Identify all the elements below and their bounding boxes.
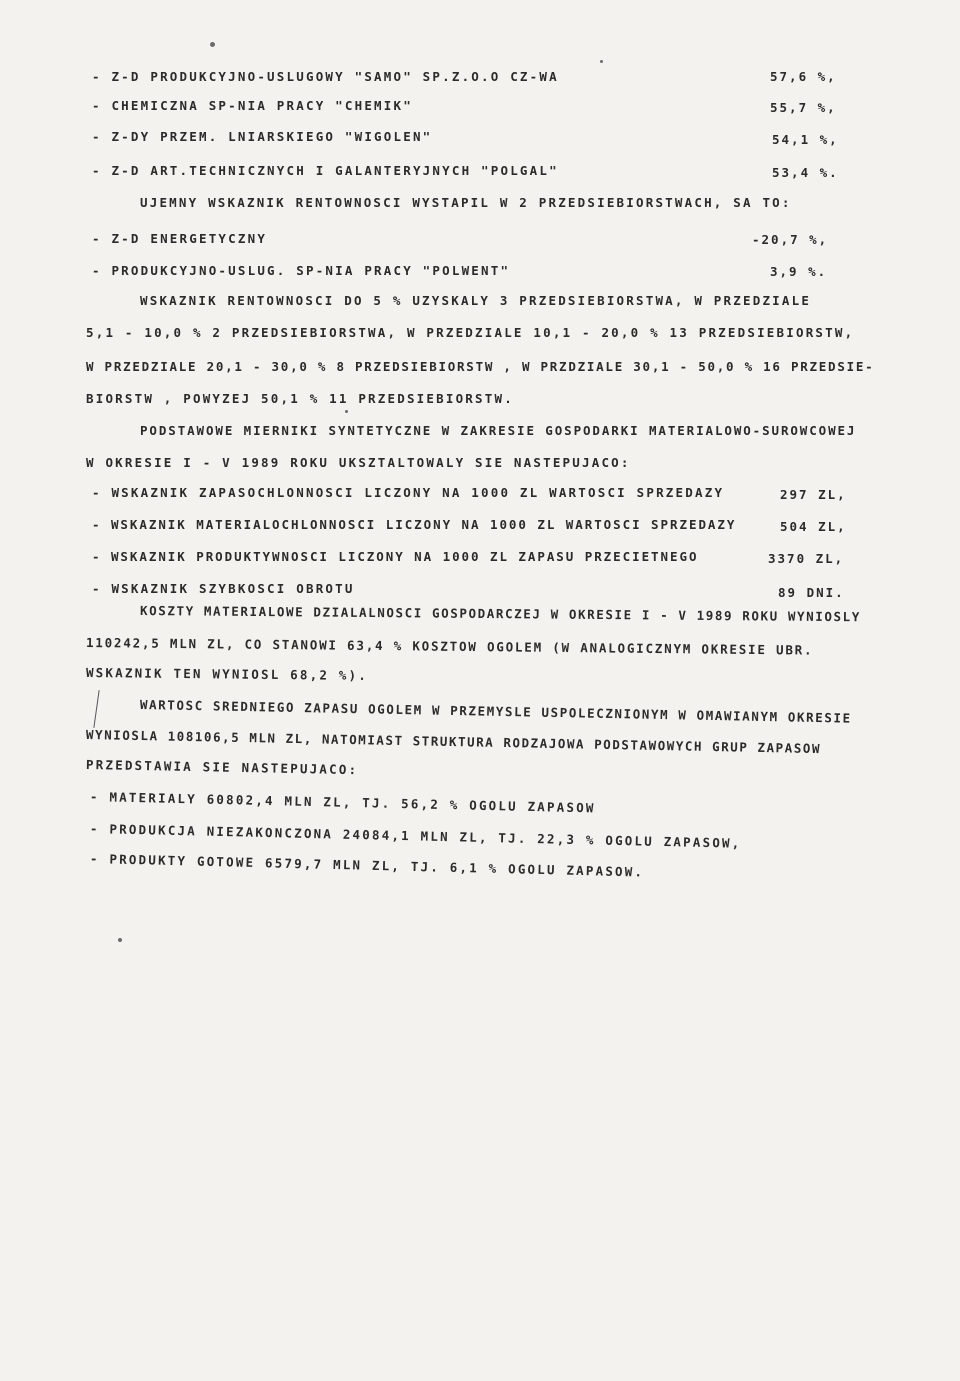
measure-value: 504 ZL, [780, 519, 847, 534]
paragraph-line: WSKAZNIK RENTOWNOSCI DO 5 % UZYSKALY 3 PRZEDSIEBIORSTWA, W PRZEDZIALE [140, 293, 812, 308]
enterprise-line: - Z-D ENERGETYCZNY [92, 231, 268, 246]
enterprise-line: - Z-D ART.TECHNICZNYCH I GALANTERYJNYCH "POLGAL" [92, 163, 559, 178]
paragraph-line: W OKRESIE I - V 1989 ROKU UKSZTALTOWALY SIE NASTEPUJACO: [86, 455, 631, 470]
paragraph-line: 5,1 - 10,0 % 2 PRZEDSIEBIORSTWA, W PRZEDZIALE 10,1 - 20,0 % 13 PRZEDSIEBIORSTW, [86, 325, 855, 340]
enterprise-line: - Z-D PRODUKCYJNO-USLUGOWY "SAMO" SP.Z.O.O CZ-WA [92, 69, 559, 84]
enterprise-value: -20,7 %, [752, 232, 829, 247]
paragraph-line: 110242,5 MLN ZL, CO STANOWI 63,4 % KOSZTOW OGOLEM (W ANALOGICZNYM OKRESIE UBR. [85, 635, 814, 658]
stock-item: - PRODUKTY GOTOWE 6579,7 MLN ZL, TJ. 6,1 % OGOLU ZAPASOW. [89, 851, 645, 880]
measure-line: - WSKAZNIK ZAPASOCHLONNOSCI LICZONY NA 1000 ZL WARTOSCI SPRZEDAZY [92, 485, 725, 500]
paragraph-line: W PRZEDZIALE 20,1 - 30,0 % 8 PRZEDSIEBIORSTW , W PRZDZIALE 30,1 - 50,0 % 16 PRZEDSIE- [86, 359, 875, 374]
enterprise-value: 54,1 %, [772, 132, 839, 147]
ink-speck [118, 938, 122, 942]
measure-line: - WSKAZNIK PRODUKTYWNOSCI LICZONY NA 1000 ZL ZAPASU PRZECIETNEGO [92, 549, 699, 564]
enterprise-value: 57,6 %, [770, 69, 837, 84]
enterprise-line: - Z-DY PRZEM. LNIARSKIEGO "WIGOLEN" [92, 129, 433, 144]
measure-line: - WSKAZNIK MATERIALOCHLONNOSCI LICZONY NA 1000 ZL WARTOSCI SPRZEDAZY [92, 517, 737, 532]
paragraph-line: WYNIOSLA 108106,5 MLN ZL, NATOMIAST STRUKTURA RODZAJOWA PODSTAWOWYCH GRUP ZAPASOW [85, 727, 822, 757]
enterprise-value: 3,9 %. [770, 264, 828, 279]
ink-speck [345, 410, 348, 413]
stock-item: - PRODUKCJA NIEZAKONCZONA 24084,1 MLN ZL, TJ. 22,3 % OGOLU ZAPASOW, [89, 821, 742, 851]
measure-value: 89 DNI. [778, 585, 845, 600]
enterprise-line: - CHEMICZNA SP-NIA PRACY "CHEMIK" [92, 98, 413, 113]
ink-speck [600, 60, 603, 63]
ink-speck [210, 42, 215, 47]
enterprise-value: 55,7 %, [770, 100, 837, 115]
paragraph-line: WARTOSC SREDNIEGO ZAPASU OGOLEM W PRZEMYSLE USPOLECZNIONYM W OMAWIANYM OKRESIE [139, 697, 852, 726]
measure-value: 3370 ZL, [768, 551, 845, 566]
enterprise-line: - PRODUKCYJNO-USLUG. SP-NIA PRACY "POLWENT" [92, 263, 511, 278]
paragraph-line: KOSZTY MATERIALOWE DZIALALNOSCI GOSPODARCZEJ W OKRESIE I - V 1989 ROKU WYNIOSLY [139, 603, 861, 625]
measure-value: 297 ZL, [780, 487, 847, 502]
measure-line: - WSKAZNIK SZYBKOSCI OBROTU [92, 581, 355, 596]
paragraph-line: PRZEDSTAWIA SIE NASTEPUJACO: [85, 757, 359, 778]
paragraph-line: BIORSTW , POWYZEJ 50,1 % 11 PRZEDSIEBIORSTW. [86, 391, 514, 406]
paragraph-line: WSKAZNIK TEN WYNIOSL 68,2 %). [85, 665, 369, 683]
negative-intro: UJEMNY WSKAZNIK RENTOWNOSCI WYSTAPIL W 2 PRZEDSIEBIORSTWACH, SA TO: [140, 195, 792, 210]
paragraph-line: PODSTAWOWE MIERNIKI SYNTETYCZNE W ZAKRESIE GOSPODARKI MATERIALOWO-SUROWCOWEJ [140, 423, 857, 438]
enterprise-value: 53,4 %. [772, 165, 839, 180]
margin-mark [93, 690, 99, 728]
stock-item: - MATERIALY 60802,4 MLN ZL, TJ. 56,2 % OGOLU ZAPASOW [89, 789, 596, 816]
